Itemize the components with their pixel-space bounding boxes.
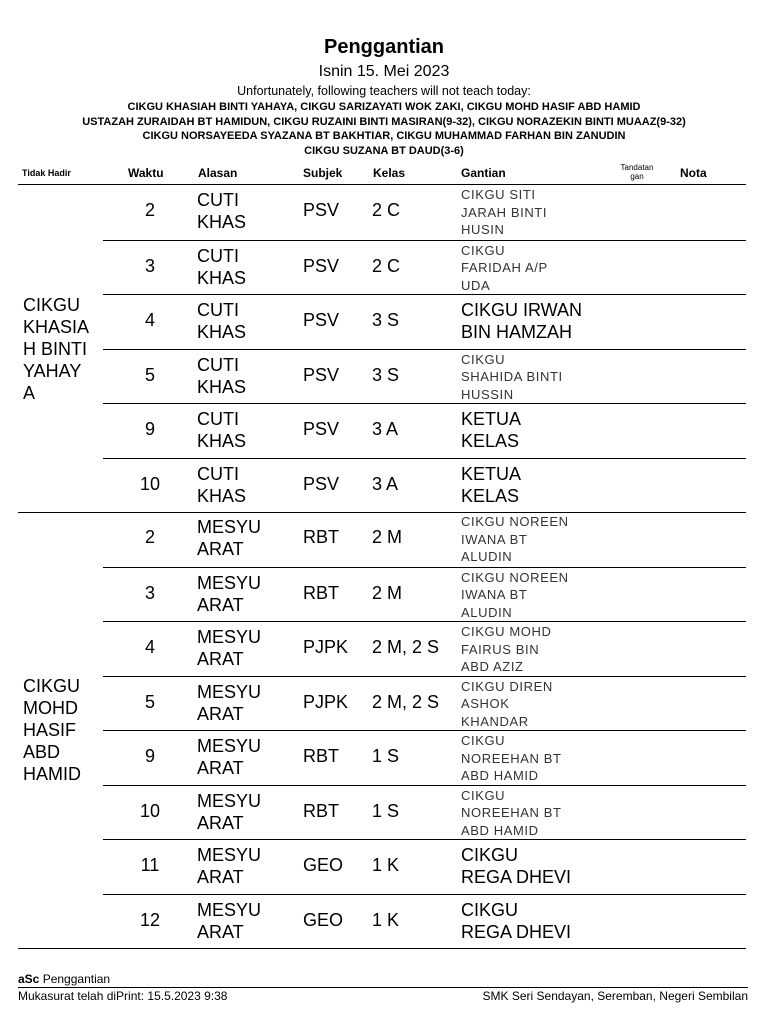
- gantian-line: CIKGU: [461, 351, 506, 367]
- gantian-line: REGA DHEVI: [461, 921, 572, 942]
- gantian-line: NOREEHAN BT: [461, 805, 562, 820]
- absent-teachers-list: [0, 100, 768, 158]
- kelas-cell: 2 M: [372, 527, 403, 547]
- alasan-cell: [197, 408, 246, 452]
- gantian-cell: [461, 623, 601, 676]
- table-row: [103, 730, 746, 786]
- alasan-cell: [197, 516, 261, 560]
- alasan-line: KHAS: [197, 212, 247, 232]
- table-row: [103, 512, 746, 567]
- gantian-line: CIKGU NOREEN: [461, 514, 569, 529]
- kelas-cell: 1 K: [372, 909, 400, 930]
- header-tandatangan-line-1: Tandatan: [620, 163, 654, 172]
- table-row: [103, 676, 746, 732]
- gantian-cell: [461, 351, 601, 404]
- alasan-line: KHAS: [197, 376, 247, 397]
- waktu-cell: 9: [144, 746, 155, 766]
- page-title: Penggantian: [323, 36, 444, 58]
- teacher-name-line: A: [23, 382, 36, 403]
- waktu-cell: 4: [144, 637, 155, 657]
- subjek-cell: PSV: [303, 255, 340, 276]
- teacher-name-line: KHASIA: [23, 316, 90, 337]
- header-tandatangan-line-2: gan: [630, 172, 644, 181]
- gantian-line: SHAHIDA BINTI: [461, 369, 563, 384]
- gantian-line: REGA DHEVI: [461, 867, 572, 887]
- alasan-cell: [197, 463, 246, 507]
- waktu-cell: 9: [144, 419, 155, 439]
- waktu-cell: 5: [144, 364, 155, 385]
- waktu-cell: 10: [140, 473, 161, 494]
- subjek-cell: PSV: [303, 364, 340, 385]
- alasan-cell: [197, 245, 246, 289]
- gantian-cell: [461, 299, 601, 343]
- table-row: [103, 349, 746, 405]
- gantian-line: ASHOK: [461, 696, 510, 711]
- subjek-cell: PSV: [303, 419, 340, 439]
- subjek-cell: RBT: [303, 800, 339, 821]
- page-subtitle: Unfortunately, following teachers will not teach today:: [237, 84, 531, 98]
- gantian-line: CIKGU: [461, 242, 506, 258]
- footer-app-name: Penggantian: [42, 972, 111, 986]
- teacher-name-line: MOHD: [23, 698, 78, 718]
- subjek-cell: GEO: [303, 855, 344, 875]
- kelas-cell: 2 C: [372, 255, 401, 276]
- gantian-cell: [461, 463, 601, 507]
- footer-app: [18, 972, 748, 986]
- gantian-line: HUSSIN: [461, 386, 514, 402]
- header-alasan: Alasan: [198, 166, 238, 180]
- absent-line: USTAZAH ZURAIDAH BT HAMIDUN, CIKGU RUZAINI BINTI MASIRAN(9-32), CIKGU NORAZEKIN BINTI MUAAZ(9-32): [82, 115, 686, 128]
- teacher-group: [18, 185, 746, 513]
- alasan-line: MESYU: [197, 899, 262, 920]
- teacher-name-line: ABD: [23, 742, 61, 762]
- waktu-cell: 12: [140, 909, 161, 930]
- alasan-line: MESYU: [197, 790, 262, 811]
- footer-printed: Mukasurat telah diPrint: 15.5.2023 9:38: [18, 989, 228, 1003]
- alasan-line: ARAT: [197, 539, 244, 559]
- header-tidak-hadir: Tidak Hadir: [22, 168, 71, 178]
- subjek-cell: PJPK: [303, 637, 349, 657]
- alasan-line: CUTI: [197, 463, 239, 484]
- alasan-line: ARAT: [197, 812, 244, 833]
- header-kelas: Kelas: [373, 166, 406, 180]
- alasan-line: KHAS: [197, 485, 247, 506]
- page-date: Isnin 15. Mei 2023: [318, 63, 450, 80]
- gantian-line: UDA: [461, 277, 491, 293]
- alasan-line: CUTI: [197, 300, 239, 320]
- gantian-cell: [461, 569, 601, 622]
- waktu-cell: 2: [144, 527, 155, 547]
- waktu-cell: 5: [144, 691, 155, 712]
- teacher-name-line: CIKGU: [23, 294, 81, 315]
- waktu-cell: 2: [144, 200, 155, 220]
- header-waktu: Waktu: [128, 166, 164, 180]
- alasan-cell: [197, 354, 246, 398]
- absent-teacher-name: [23, 294, 103, 404]
- alasan-line: KHAS: [197, 431, 247, 451]
- gantian-cell: [461, 787, 601, 840]
- subjek-cell: PSV: [303, 473, 340, 494]
- waktu-cell: 11: [140, 855, 160, 875]
- subjek-cell: RBT: [303, 527, 339, 547]
- alasan-line: MESYU: [197, 517, 262, 537]
- gantian-line: IWANA BT: [461, 587, 528, 602]
- gantian-line: CIKGU MOHD: [461, 624, 552, 639]
- alasan-cell: [197, 844, 261, 888]
- kelas-cell: 2 M, 2 S: [372, 691, 440, 712]
- gantian-line: CIKGU: [461, 787, 506, 803]
- table-row: [103, 185, 746, 240]
- kelas-cell: 3 S: [372, 364, 400, 385]
- table-row: [103, 294, 746, 350]
- absent-line: CIKGU NORSAYEEDA SYAZANA BT BAKHTIAR, CIKGU MUHAMMAD FARHAN BIN ZANUDIN: [142, 130, 626, 142]
- teacher-name-line: CIKGU: [23, 676, 81, 696]
- gantian-line: CIKGU DIREN: [461, 678, 553, 694]
- gantian-line: CIKGU SITI: [461, 187, 536, 202]
- alasan-line: ARAT: [197, 703, 244, 724]
- gantian-line: KELAS: [461, 431, 520, 451]
- footer-school: SMK Seri Sendayan, Seremban, Negeri Sembilan: [482, 989, 748, 1003]
- gantian-line: CIKGU: [461, 899, 519, 920]
- gantian-line: CIKGU: [461, 845, 519, 865]
- gantian-line: CIKGU IRWAN: [461, 300, 583, 320]
- gantian-line: ALUDIN: [461, 604, 513, 620]
- table-row: [103, 785, 746, 841]
- absent-teacher-name: [23, 675, 103, 785]
- kelas-cell: 1 S: [372, 746, 400, 766]
- gantian-line: CIKGU: [461, 733, 506, 748]
- gantian-line: KETUA: [461, 463, 522, 484]
- table-row: [103, 894, 746, 950]
- subjek-cell: RBT: [303, 582, 339, 603]
- gantian-line: KHANDAR: [461, 713, 529, 729]
- footer-info: [18, 989, 748, 1003]
- alasan-line: MESYU: [197, 681, 262, 702]
- header-tandatangan: [613, 163, 661, 181]
- alasan-line: ARAT: [197, 867, 244, 887]
- gantian-line: FARIDAH A/P: [461, 260, 548, 275]
- gantian-line: JARAH BINTI: [461, 204, 548, 220]
- gantian-cell: [461, 186, 601, 239]
- gantian-line: ABD HAMID: [461, 768, 539, 783]
- table-row: [103, 621, 746, 677]
- waktu-cell: 10: [140, 800, 161, 821]
- gantian-line: KELAS: [461, 485, 520, 506]
- alasan-line: CUTI: [197, 409, 239, 429]
- gantian-line: BIN HAMZAH: [461, 322, 573, 342]
- table-row: [103, 403, 746, 459]
- teacher-name-line: HASIF: [23, 720, 77, 740]
- subjek-cell: PSV: [303, 310, 340, 330]
- alasan-cell: [197, 572, 261, 616]
- header-gantian: Gantian: [461, 166, 506, 180]
- subjek-cell: RBT: [303, 746, 339, 766]
- alasan-line: KHAS: [197, 267, 247, 288]
- kelas-cell: 2 M, 2 S: [372, 637, 440, 657]
- gantian-cell: [461, 678, 601, 731]
- alasan-line: CUTI: [197, 354, 239, 375]
- gantian-line: NOREEHAN BT: [461, 750, 562, 766]
- table-row: [103, 839, 746, 895]
- alasan-cell: [197, 899, 261, 943]
- teacher-group: [18, 512, 746, 949]
- waktu-cell: 3: [144, 255, 155, 276]
- kelas-cell: 3 A: [372, 419, 399, 439]
- kelas-cell: 3 S: [372, 310, 400, 330]
- alasan-line: CUTI: [197, 245, 239, 266]
- alasan-line: ARAT: [197, 758, 244, 778]
- alasan-line: ARAT: [197, 649, 244, 669]
- gantian-cell: [461, 732, 601, 785]
- teacher-name-line: YAHAY: [23, 360, 82, 381]
- gantian-line: IWANA BT: [461, 531, 528, 547]
- alasan-cell: [197, 189, 246, 233]
- gantian-cell: [461, 408, 601, 452]
- teacher-name-line: HAMID: [23, 764, 81, 784]
- alasan-cell: [197, 790, 261, 834]
- kelas-cell: 2 M: [372, 582, 403, 603]
- alasan-line: CUTI: [197, 190, 239, 210]
- gantian-cell: [461, 242, 601, 295]
- alasan-cell: [197, 735, 261, 779]
- kelas-cell: 2 C: [372, 200, 401, 220]
- alasan-cell: [197, 626, 261, 670]
- absent-line: CIKGU SUZANA BT DAUD(3-6): [304, 144, 464, 157]
- table-header: [18, 158, 746, 185]
- alasan-line: MESYU: [197, 736, 262, 756]
- table-row: [103, 567, 746, 623]
- kelas-cell: 1 S: [372, 800, 400, 821]
- gantian-line: ALUDIN: [461, 549, 513, 564]
- alasan-line: ARAT: [197, 594, 244, 615]
- subjek-cell: PJPK: [303, 691, 349, 712]
- alasan-line: MESYU: [197, 572, 262, 593]
- gantian-cell: [461, 513, 601, 566]
- alasan-cell: [197, 299, 246, 343]
- gantian-line: KETUA: [461, 409, 522, 429]
- alasan-line: ARAT: [197, 921, 244, 942]
- gantian-line: HUSIN: [461, 222, 505, 237]
- subjek-cell: PSV: [303, 200, 340, 220]
- gantian-cell: [461, 844, 601, 888]
- header-nota: Nota: [680, 166, 707, 180]
- table-row: [103, 240, 746, 296]
- absent-line: CIKGU KHASIAH BINTI YAHAYA, CIKGU SARIZAYATI WOK ZAKI, CIKGU MOHD HASIF ABD HAMID: [127, 101, 641, 113]
- gantian-cell: [461, 899, 601, 943]
- waktu-cell: 3: [144, 582, 155, 603]
- subjek-cell: GEO: [303, 909, 344, 930]
- gantian-line: FAIRUS BIN: [461, 641, 540, 657]
- alasan-line: MESYU: [197, 845, 262, 865]
- gantian-line: ABD HAMID: [461, 822, 539, 838]
- kelas-cell: 1 K: [372, 855, 400, 875]
- alasan-cell: [197, 681, 261, 725]
- table-row: [103, 458, 746, 514]
- kelas-cell: 3 A: [372, 473, 399, 494]
- alasan-line: MESYU: [197, 627, 262, 647]
- teacher-name-line: H BINTI: [23, 338, 88, 359]
- header-subjek: Subjek: [303, 166, 343, 180]
- gantian-line: ABD AZIZ: [461, 659, 524, 674]
- gantian-line: CIKGU NOREEN: [461, 569, 569, 585]
- footer-brand: aSc: [18, 972, 40, 986]
- waktu-cell: 4: [144, 310, 155, 330]
- footer-divider: [18, 987, 748, 988]
- alasan-line: KHAS: [197, 322, 247, 342]
